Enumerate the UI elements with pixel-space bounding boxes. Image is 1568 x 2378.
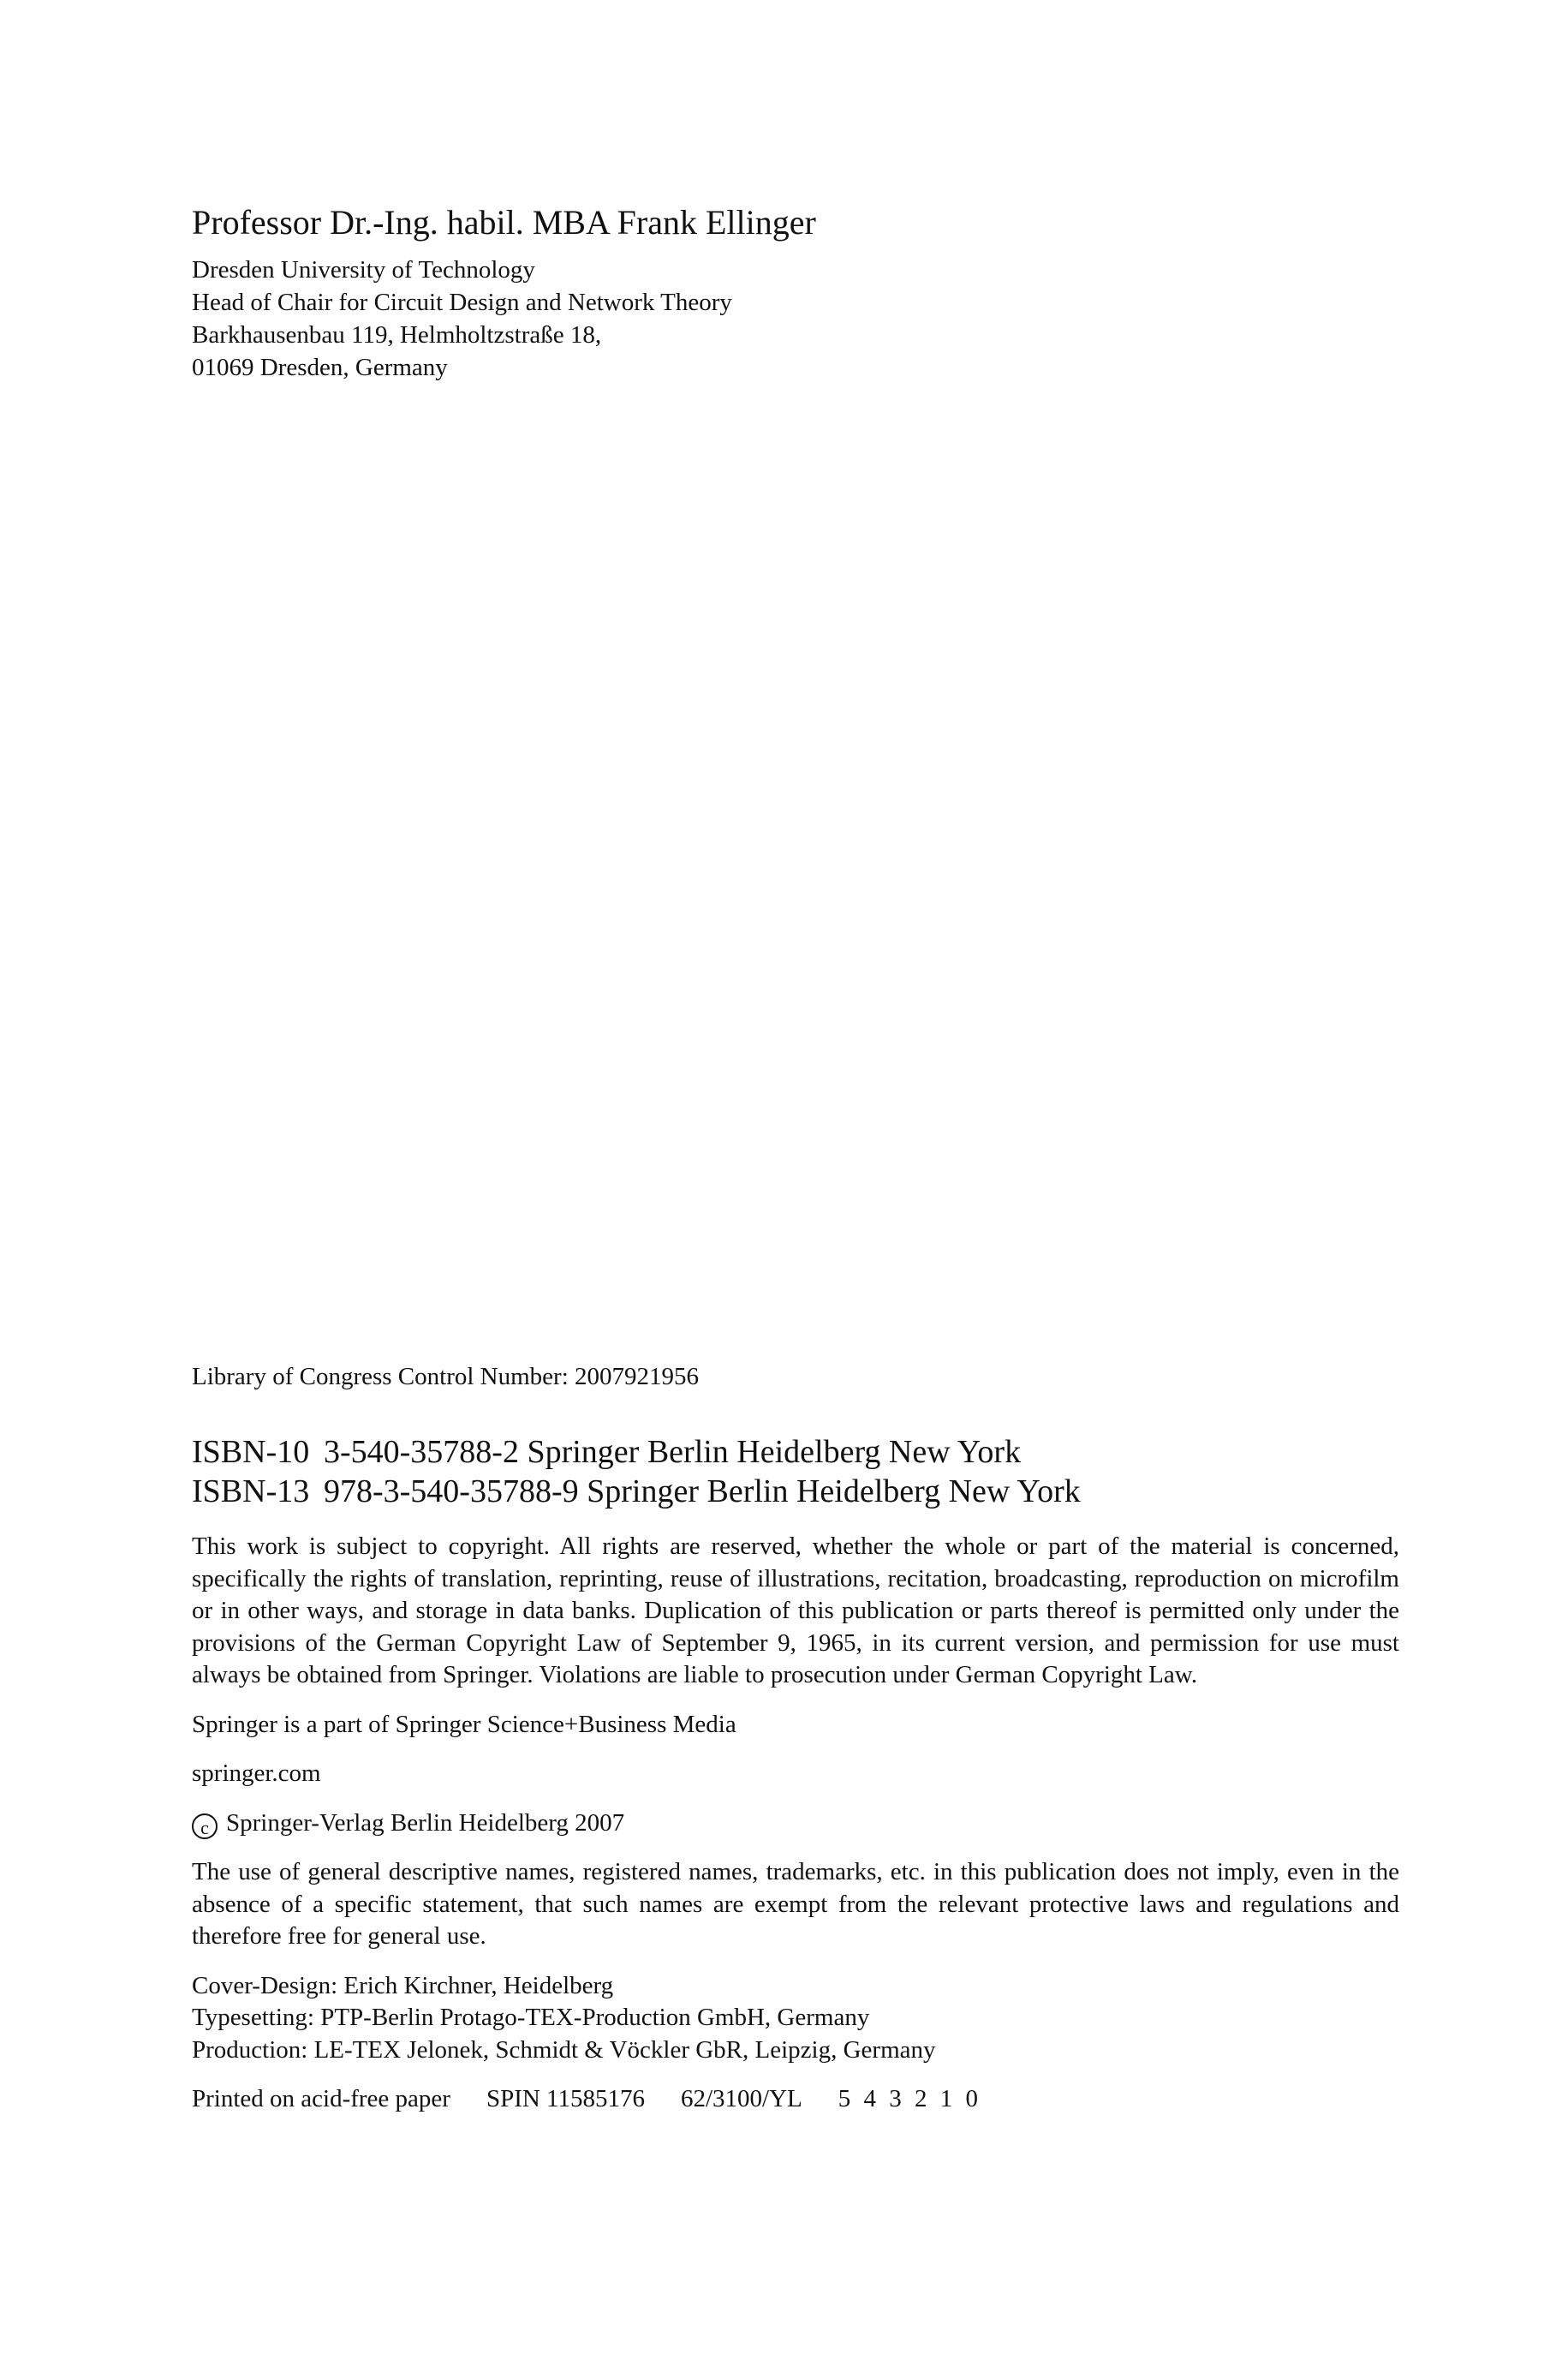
credit-label: Cover-Design: <box>192 1971 338 1999</box>
isbn-block <box>192 1432 1081 1511</box>
website: springer.com <box>192 1760 321 1787</box>
print-run-numbers: 5 4 3 2 1 0 <box>838 2085 981 2112</box>
credit-label: Production: <box>192 2035 308 2064</box>
paper-info: Printed on acid-free paper <box>192 2085 450 2112</box>
credit-value: LE-TEX Jelonek, Schmidt & Vöckler GbR, Leipzig, Germany <box>313 2035 936 2064</box>
credit-line <box>192 2002 1399 2034</box>
legal-text <box>192 1531 1399 2116</box>
spin-number: SPIN 11585176 <box>486 2085 645 2112</box>
print-code: 62/3100/YL <box>680 2085 802 2112</box>
credit-value: Erich Kirchner, Heidelberg <box>343 1971 614 1999</box>
address-line: Dresden University of Technology <box>192 256 535 284</box>
author-address <box>192 254 816 384</box>
isbn-value: 978-3-540-35788-9 Springer Berlin Heidelberg New York <box>324 1473 1081 1509</box>
credits <box>192 1970 1399 2067</box>
trademark-notice: The use of general descriptive names, registered names, trademarks, etc. in this publication does not imply, even in the absence of a specific statement, that such names are exempt from the relevant protective laws and regulations and therefore free for general use. <box>192 1858 1399 1950</box>
address-line: 01069 Dresden, Germany <box>192 354 448 381</box>
credit-line <box>192 2034 1399 2067</box>
isbn-label: ISBN-13 <box>192 1473 310 1509</box>
author-name: Professor Dr.-Ing. habil. MBA Frank Ellinger <box>192 203 816 242</box>
printing-info <box>192 2083 1399 2116</box>
isbn-13 <box>192 1472 1081 1511</box>
copyright-text: Springer-Verlag Berlin Heidelberg 2007 <box>226 1808 625 1837</box>
author-block <box>192 202 816 384</box>
credit-label: Typesetting: <box>192 2004 314 2031</box>
credit-value: PTP-Berlin Protago-TEX-Production GmbH, Germany <box>320 2004 870 2031</box>
credit-line <box>192 1970 1399 2003</box>
copyright-icon: c <box>192 1813 218 1839</box>
isbn-label: ISBN-10 <box>192 1434 310 1470</box>
copyright-notice: This work is subject to copyright. All rights are reserved, whether the whole or part of the material is concerned, specifically the rights of translation, reprinting, reuse of illustrations, recitation, broadcasting, reproduction on microfilm or in other ways, and storage in data banks. Duplication of this publication or parts thereof is permitted only under the provisions of the German Copyright Law of September 9, 1965, in its current version, and permission for use must always be obtained from Springer. Violations are liable to prosecution under German Copyright Law. <box>192 1533 1399 1688</box>
address-line: Barkhausenbau 119, Helmholtzstraße 18, <box>192 321 602 349</box>
address-line: Head of Chair for Circuit Design and Network Theory <box>192 289 732 316</box>
isbn-10 <box>192 1432 1081 1472</box>
isbn-value: 3-540-35788-2 Springer Berlin Heidelberg New York <box>324 1434 1022 1470</box>
springer-part: Springer is a part of Springer Science+Business Media <box>192 1710 736 1738</box>
lccn: Library of Congress Control Number: 2007921956 <box>192 1363 700 1390</box>
copyright-line <box>192 1807 1399 1840</box>
